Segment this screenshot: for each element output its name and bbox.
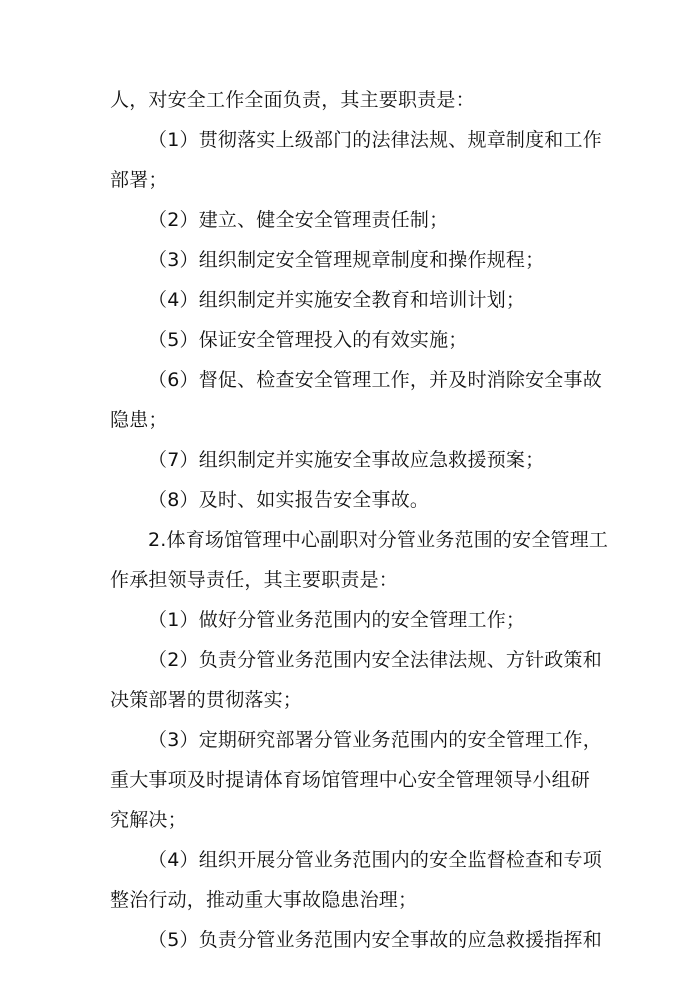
- list-item-text: （5）负责分管业务范围内安全事故的应急救援指挥和: [148, 929, 602, 951]
- text-line: 究解决；: [110, 809, 187, 831]
- list-item-text: （3）组织制定安全管理规章制度和操作规程；: [148, 249, 545, 271]
- section-heading-line: 2.体育场馆管理中心副职对分管业务范围的安全管理工: [148, 529, 609, 551]
- list-item-text: （6）督促、检查安全管理工作，并及时消除安全事故: [148, 369, 602, 391]
- text-line: 重大事项及时提请体育场馆管理中心安全管理领导小组研: [110, 769, 591, 791]
- document-body: [110, 80, 609, 960]
- list-item-text: （4）组织开展分管业务范围内的安全监督检查和专项: [148, 849, 602, 871]
- list-item-text: （2）建立、健全安全管理责任制；: [148, 209, 449, 231]
- text-line: 作承担领导责任，其主要职责是：: [110, 569, 399, 591]
- list-item-text: （2）负责分管业务范围内安全法律法规、方针政策和: [148, 649, 602, 671]
- text-line: 部署；: [110, 169, 168, 191]
- list-item-text: （7）组织制定并实施安全事故应急救援预案；: [148, 449, 545, 471]
- text-line: 人，对安全工作全面负责，其主要职责是：: [110, 89, 475, 111]
- list-item-text: （5）保证安全管理投入的有效实施；: [148, 329, 468, 351]
- text-line: 整治行动，推动重大事故隐患治理；: [110, 889, 418, 911]
- list-item-text: （8）及时、如实报告安全事故。: [148, 489, 430, 511]
- text-line: 隐患；: [110, 409, 168, 431]
- text-line: 决策部署的贯彻落实；: [110, 689, 303, 711]
- list-item-text: （1）做好分管业务范围内的安全管理工作；: [148, 609, 526, 631]
- list-item-text: （4）组织制定并实施安全教育和培训计划；: [148, 289, 526, 311]
- list-item-text: （1）贯彻落实上级部门的法律法规、规章制度和工作: [148, 129, 602, 151]
- list-item-text: （3）定期研究部署分管业务范围内的安全管理工作，: [148, 729, 602, 751]
